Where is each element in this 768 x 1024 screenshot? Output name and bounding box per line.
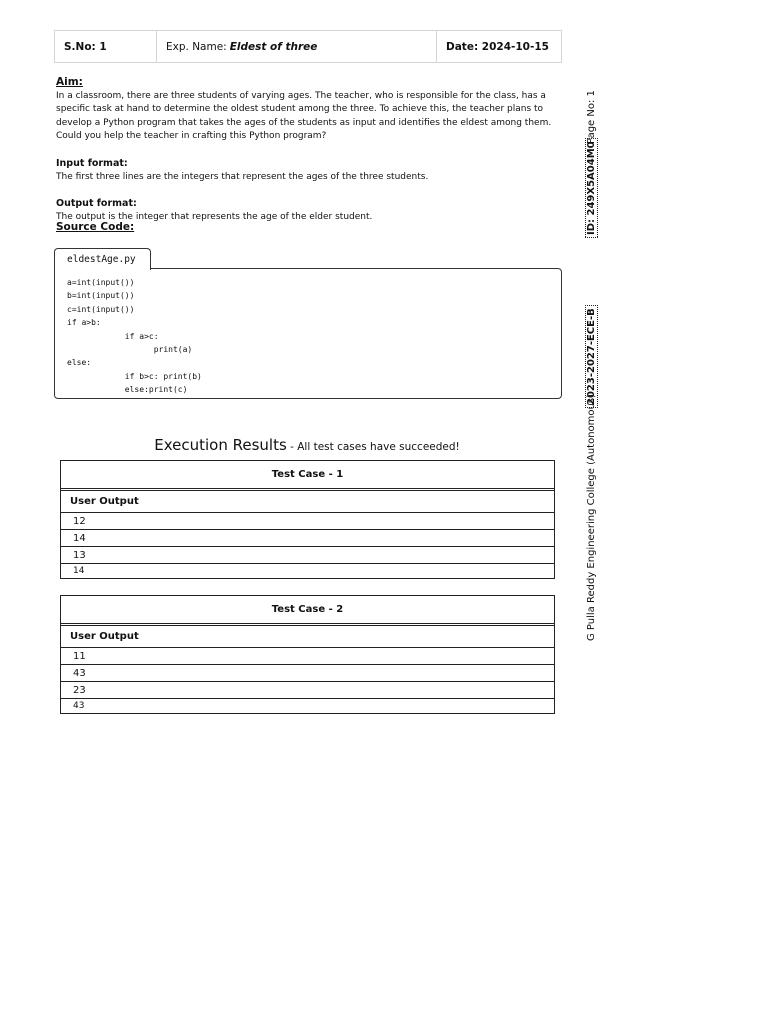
output-row: 43: [61, 665, 554, 682]
experiment-name-cell: [157, 31, 437, 62]
source-code-title: Source Code:: [56, 221, 135, 234]
output-format-title: Output format:: [56, 198, 137, 210]
batch-code-text: 2023-2027-ECE-B: [585, 305, 598, 408]
college-name: G Pulla Reddy Engineering College (Autonomous): [586, 394, 597, 641]
output-row: 11: [61, 648, 554, 665]
test-case-2: [60, 595, 555, 714]
aim-title: Aim:: [56, 76, 83, 88]
problem-description: [56, 76, 556, 235]
serial-number: S.No: 1: [55, 31, 157, 62]
input-format-title: Input format:: [56, 157, 128, 169]
code-block: a=int(input()) b=int(input()) c=int(input()) if a>b: if a>c: print(a) else: if b>c: print(b) else:print(c): [54, 268, 562, 399]
output-row: 14: [61, 530, 554, 547]
execution-status: - All test cases have succeeded!: [286, 441, 460, 453]
header-table: [54, 30, 562, 63]
batch-code: [586, 305, 597, 408]
output-row: 13: [61, 547, 554, 564]
experiment-date: Date: 2024-10-15: [446, 40, 549, 53]
output-row: 23: [61, 682, 554, 699]
output-row: 14: [73, 566, 85, 576]
student-id-text: ID: 249X5A04M0: [585, 138, 598, 238]
output-format-text: The output is the integer that represents the age of the elder student.: [56, 211, 373, 222]
output-row: 12: [61, 513, 554, 530]
input-format-text: The first three lines are the integers that represent the ages of the three students.: [56, 171, 429, 182]
user-output-label: User Output: [61, 490, 554, 513]
experiment-name: Eldest of three: [229, 40, 318, 53]
test-case-1: [60, 460, 555, 579]
experiment-label: Exp. Name:: [166, 40, 227, 53]
user-output-label: User Output: [61, 625, 554, 648]
aim-text: In a classroom, there are three students of varying ages. The teacher, who is responsible for the class, has a specific task at hand to determine the oldest student among the three. To achieve this, the teacher plans to develop a Python program that takes the ages of the students as input and identifies the eldest among them. Could you help the teacher in crafting this Python program?: [56, 90, 552, 142]
execution-title: Execution Results: [154, 436, 287, 454]
execution-results-heading: [0, 436, 614, 454]
page-number: Page No: 1: [586, 90, 597, 144]
test-case-title: Test Case - 1: [61, 461, 554, 489]
file-tab[interactable]: eldestAge.py: [54, 248, 151, 270]
test-case-title: Test Case - 2: [61, 596, 554, 624]
student-id: [586, 138, 597, 238]
output-row: 43: [73, 701, 85, 711]
